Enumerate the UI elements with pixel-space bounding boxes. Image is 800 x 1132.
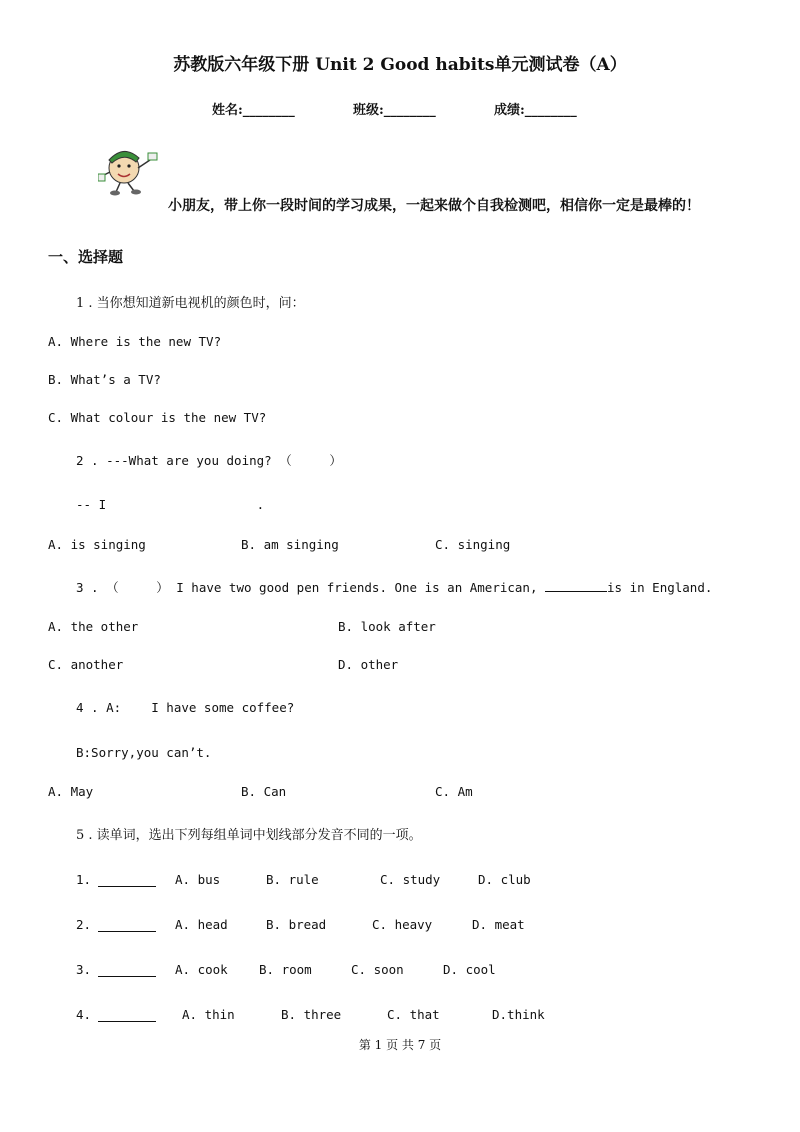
row-number: 1.	[76, 872, 92, 887]
question-2-option-c[interactable]: C. singing	[435, 537, 511, 552]
option-b[interactable]: B. room	[259, 962, 312, 977]
row-number: 2.	[76, 917, 92, 932]
question-4-response: B:Sorry,you can’t.	[76, 745, 212, 760]
question-3-option-c[interactable]: C. another	[48, 657, 124, 672]
question-4-option-b[interactable]: B. Can	[241, 784, 287, 799]
question-3-stem-start: 3 . （ ） I have two good pen friends. One is an American,	[76, 580, 546, 595]
option-b[interactable]: B. rule	[266, 872, 319, 887]
question-3-option-a[interactable]: A. the other	[48, 619, 139, 634]
option-d[interactable]: D. club	[478, 872, 531, 887]
question-2-stem: 2 . ---What are you doing? （ ）	[76, 453, 342, 468]
option-d[interactable]: D. meat	[472, 917, 525, 932]
question-2-answer-line: -- I .	[76, 497, 265, 512]
option-a[interactable]: A. thin	[182, 1007, 235, 1022]
section-title: 一、选择题	[48, 248, 124, 266]
option-c[interactable]: C. soon	[351, 962, 404, 977]
option-c[interactable]: C. study	[380, 872, 441, 887]
question-3-option-b[interactable]: B. look after	[338, 619, 436, 634]
option-a[interactable]: A. bus	[175, 872, 221, 887]
question-3-stem-end: is in England.	[607, 580, 713, 595]
score-field-label: 成绩:________	[494, 103, 577, 118]
page-title: 苏教版六年级下册 Unit 2 Good habits单元测试卷（A）	[173, 55, 627, 75]
question-2-option-a[interactable]: A. is singing	[48, 537, 146, 552]
answer-blank[interactable]	[98, 1007, 156, 1026]
question-1-option-b[interactable]: B. What’s a TV?	[48, 372, 161, 387]
option-d[interactable]: D.think	[492, 1007, 545, 1022]
question-3-blank	[545, 579, 607, 592]
cartoon-mascot-icon	[98, 140, 168, 198]
class-field-label: 班级:________	[353, 103, 436, 118]
answer-blank[interactable]	[98, 962, 156, 981]
question-4-option-c[interactable]: C. Am	[435, 784, 473, 799]
question-1-option-a[interactable]: A. Where is the new TV?	[48, 334, 222, 349]
answer-blank[interactable]	[98, 872, 156, 891]
option-b[interactable]: B. three	[281, 1007, 342, 1022]
row-number: 3.	[76, 962, 92, 977]
intro-text: 小朋友，带上你一段时间的学习成果，一起来做个自我检测吧，相信你一定是最棒的！	[168, 198, 700, 214]
answer-blank[interactable]	[98, 917, 156, 936]
question-1-option-c[interactable]: C. What colour is the new TV?	[48, 410, 267, 425]
name-field-label: 姓名:________	[212, 103, 295, 118]
question-2-option-b[interactable]: B. am singing	[241, 537, 339, 552]
question-1-stem: 1 . 当你想知道新电视机的颜色时，问：	[76, 296, 305, 311]
question-5-stem: 5 . 读单词，选出下列每组单词中划线部分发音不同的一项。	[76, 828, 422, 843]
option-d[interactable]: D. cool	[443, 962, 496, 977]
option-a[interactable]: A. head	[175, 917, 228, 932]
option-b[interactable]: B. bread	[266, 917, 327, 932]
option-c[interactable]: C. that	[387, 1007, 440, 1022]
option-c[interactable]: C. heavy	[372, 917, 433, 932]
question-4-option-a[interactable]: A. May	[48, 784, 94, 799]
question-3-option-d[interactable]: D. other	[338, 657, 399, 672]
question-4-stem: 4 . A: I have some coffee?	[76, 700, 295, 715]
option-a[interactable]: A. cook	[175, 962, 228, 977]
page-footer: 第 1 页 共 7 页	[358, 1038, 442, 1052]
row-number: 4.	[76, 1007, 92, 1022]
question-3-stem	[76, 578, 712, 596]
